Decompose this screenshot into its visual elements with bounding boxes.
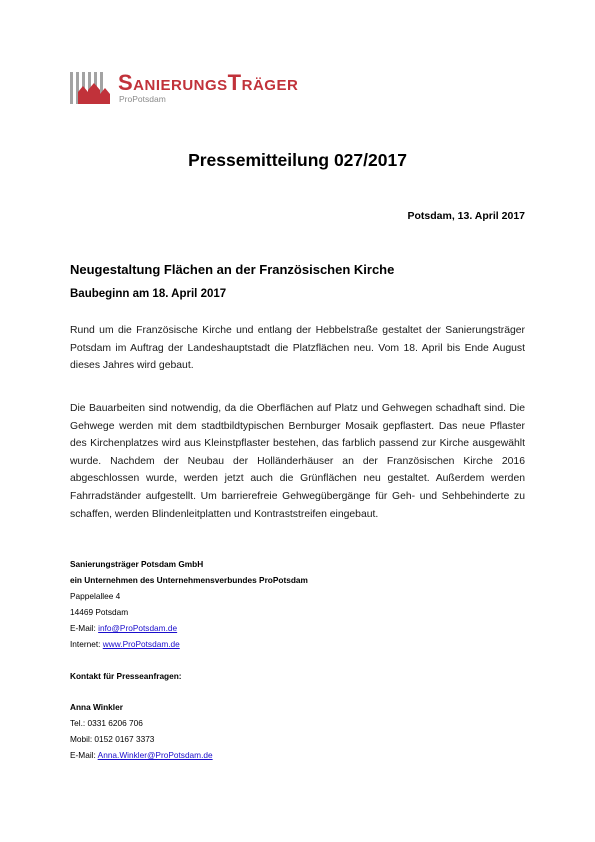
subheadline: Baubeginn am 18. April 2017 <box>70 288 227 300</box>
document-title: Pressemitteilung 027/2017 <box>188 150 407 170</box>
company-web-label: Internet: <box>70 639 103 649</box>
company-web-line <box>70 636 370 652</box>
company-email-link[interactable]: info@ProPotsdam.de <box>98 623 178 633</box>
document-date: Potsdam, 13. April 2017 <box>407 210 525 222</box>
company-logo <box>70 70 335 108</box>
press-contact-email-line <box>70 747 370 763</box>
company-tagline: ein Unternehmen des Unternehmensverbundes ProPotsdam <box>70 575 308 585</box>
company-street: Pappelallee 4 <box>70 591 121 601</box>
logo-subtitle: ProPotsdam <box>119 94 166 104</box>
company-name: Sanierungsträger Potsdam GmbH <box>70 559 204 569</box>
press-contact-name: Anna Winkler <box>70 702 123 712</box>
press-contact-heading: Kontakt für Presseanfragen: <box>70 671 182 681</box>
press-contact-heading-block <box>70 668 370 684</box>
company-email-line <box>70 620 370 636</box>
company-city: 14469 Potsdam <box>70 607 129 617</box>
logo-building-icon <box>70 70 116 106</box>
paragraph-intro: Rund um die Französische Kirche und entlang der Hebbelstraße gestaltet der Sanierungsträger Potsdam im Auftrag der Landeshauptstadt die Platzflächen neu. Vom 18. April bis Ende August dieses Jahres wird gebaut. <box>70 325 525 372</box>
press-contact <box>70 699 370 763</box>
company-email-label: E-Mail: <box>70 623 99 633</box>
logo-wordmark: SanierungsTräger <box>118 70 299 95</box>
company-info <box>70 556 370 652</box>
company-web-link[interactable]: www.ProPotsdam.de <box>102 639 180 649</box>
paragraph-details: Die Bauarbeiten sind notwendig, da die Oberflächen auf Platz und Gehwegen schadhaft sind. Die Gehwege werden mit dem stadtbildtypischen Bernburger Mosaik gepflastert. Das neue Pflaster des Kirchenplatzes wird aus Kleinstpflaster bestehen, das farblich passend zur Kirche ausgewählt wurde. Nachdem der Neubau der Holländerhäuser an der Französischen Kirche 2016 abgeschlossen wurde, werden jetzt auch die Grünflächen neu gestaltet. Außerdem werden Fahrradständer aufgestellt. Um barrierefreie Gehwegübergänge für Geh- und Sehbehinderte zu schaffen, werden Blindenleitplatten und Kontraststreifen eingebaut. <box>70 403 525 520</box>
press-contact-email-link[interactable]: Anna.Winkler@ProPotsdam.de <box>97 750 213 760</box>
press-contact-mobile: Mobil: 0152 0167 3373 <box>70 734 155 744</box>
press-contact-phone: Tel.: 0331 6206 706 <box>70 718 143 728</box>
headline: Neugestaltung Flächen an der Französischen Kirche <box>70 262 395 277</box>
press-contact-email-label: E-Mail: <box>70 750 98 760</box>
